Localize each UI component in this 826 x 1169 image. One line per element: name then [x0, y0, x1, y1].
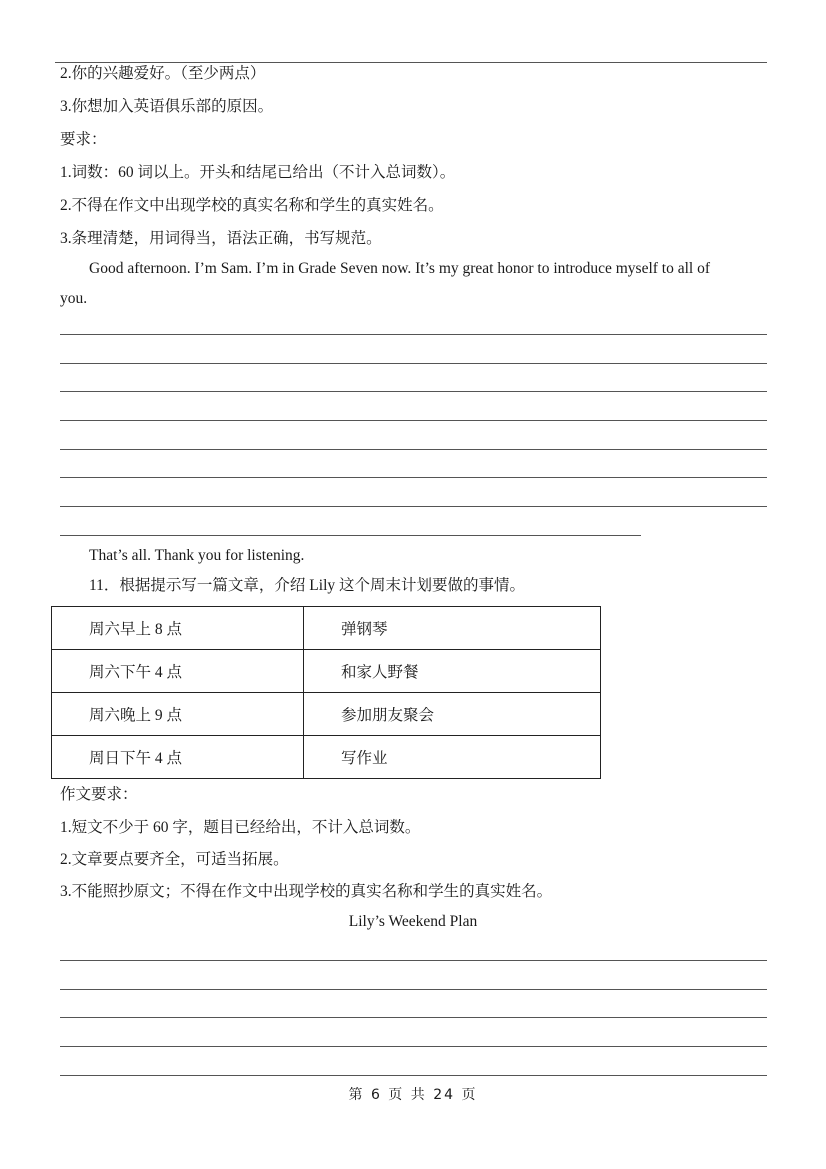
- writing-line[interactable]: [60, 535, 641, 536]
- table-row: [52, 607, 601, 650]
- essay-opening-continued: you.: [60, 290, 88, 307]
- writing-line[interactable]: [60, 449, 767, 450]
- requirement-item: 2.不得在作文中出现学校的真实名称和学生的真实姓名。: [60, 197, 444, 214]
- requirement-item: 3.条理清楚，用词得当，语法正确，书写规范。: [60, 230, 382, 247]
- requirement-item: 1.词数：60 词以上。开头和结尾已给出（不计入总词数）。: [60, 164, 456, 181]
- table-cell-activity: 弹钢琴: [304, 607, 601, 650]
- prompt-point: 2.你的兴趣爱好。（至少两点）: [60, 65, 266, 82]
- writing-line[interactable]: [60, 989, 767, 990]
- requirements-heading: 作文要求：: [60, 786, 138, 803]
- table-cell-activity: 写作业: [304, 736, 601, 779]
- table-cell-time: 周六晚上 9 点: [52, 693, 304, 736]
- writing-line[interactable]: [60, 960, 767, 961]
- essay-title: Lily’s Weekend Plan: [348, 913, 478, 930]
- table-cell-time: 周日下午 4 点: [52, 736, 304, 779]
- writing-line[interactable]: [60, 477, 767, 478]
- weekend-plan-table: [51, 606, 601, 779]
- table-row: [52, 650, 601, 693]
- table-row: [52, 693, 601, 736]
- requirements-heading: 要求：: [60, 131, 107, 148]
- writing-line[interactable]: [60, 506, 767, 507]
- question-prompt: 11．根据提示写一篇文章，介绍 Lily 这个周末计划要做的事情。: [89, 577, 526, 594]
- writing-line[interactable]: [60, 334, 767, 335]
- requirement-item: 1.短文不少于 60 字，题目已经给出，不计入总词数。: [60, 819, 421, 836]
- table-cell-activity: 和家人野餐: [304, 650, 601, 693]
- essay-opening: Good afternoon. I’m Sam. I’m in Grade Seven now. It’s my great honor to introduce myself to all of: [89, 260, 710, 277]
- writing-line[interactable]: [60, 1075, 767, 1076]
- requirement-item: 3.不能照抄原文；不得在作文中出现学校的真实名称和学生的真实姓名。: [60, 883, 553, 900]
- prompt-point: 3.你想加入英语俱乐部的原因。: [60, 98, 274, 115]
- writing-line[interactable]: [60, 1017, 767, 1018]
- writing-line[interactable]: [60, 363, 767, 364]
- writing-line[interactable]: [60, 391, 767, 392]
- table-cell-time: 周六下午 4 点: [52, 650, 304, 693]
- table-cell-activity: 参加朋友聚会: [304, 693, 601, 736]
- table-row: [52, 736, 601, 779]
- table-cell-time: 周六早上 8 点: [52, 607, 304, 650]
- requirement-item: 2.文章要点要齐全，可适当拓展。: [60, 851, 289, 868]
- page-number: 第 6 页 共 24 页: [348, 1087, 478, 1103]
- writing-line[interactable]: [60, 1046, 767, 1047]
- writing-line: [55, 62, 767, 63]
- writing-line[interactable]: [60, 420, 767, 421]
- essay-closing: That’s all. Thank you for listening.: [89, 547, 305, 564]
